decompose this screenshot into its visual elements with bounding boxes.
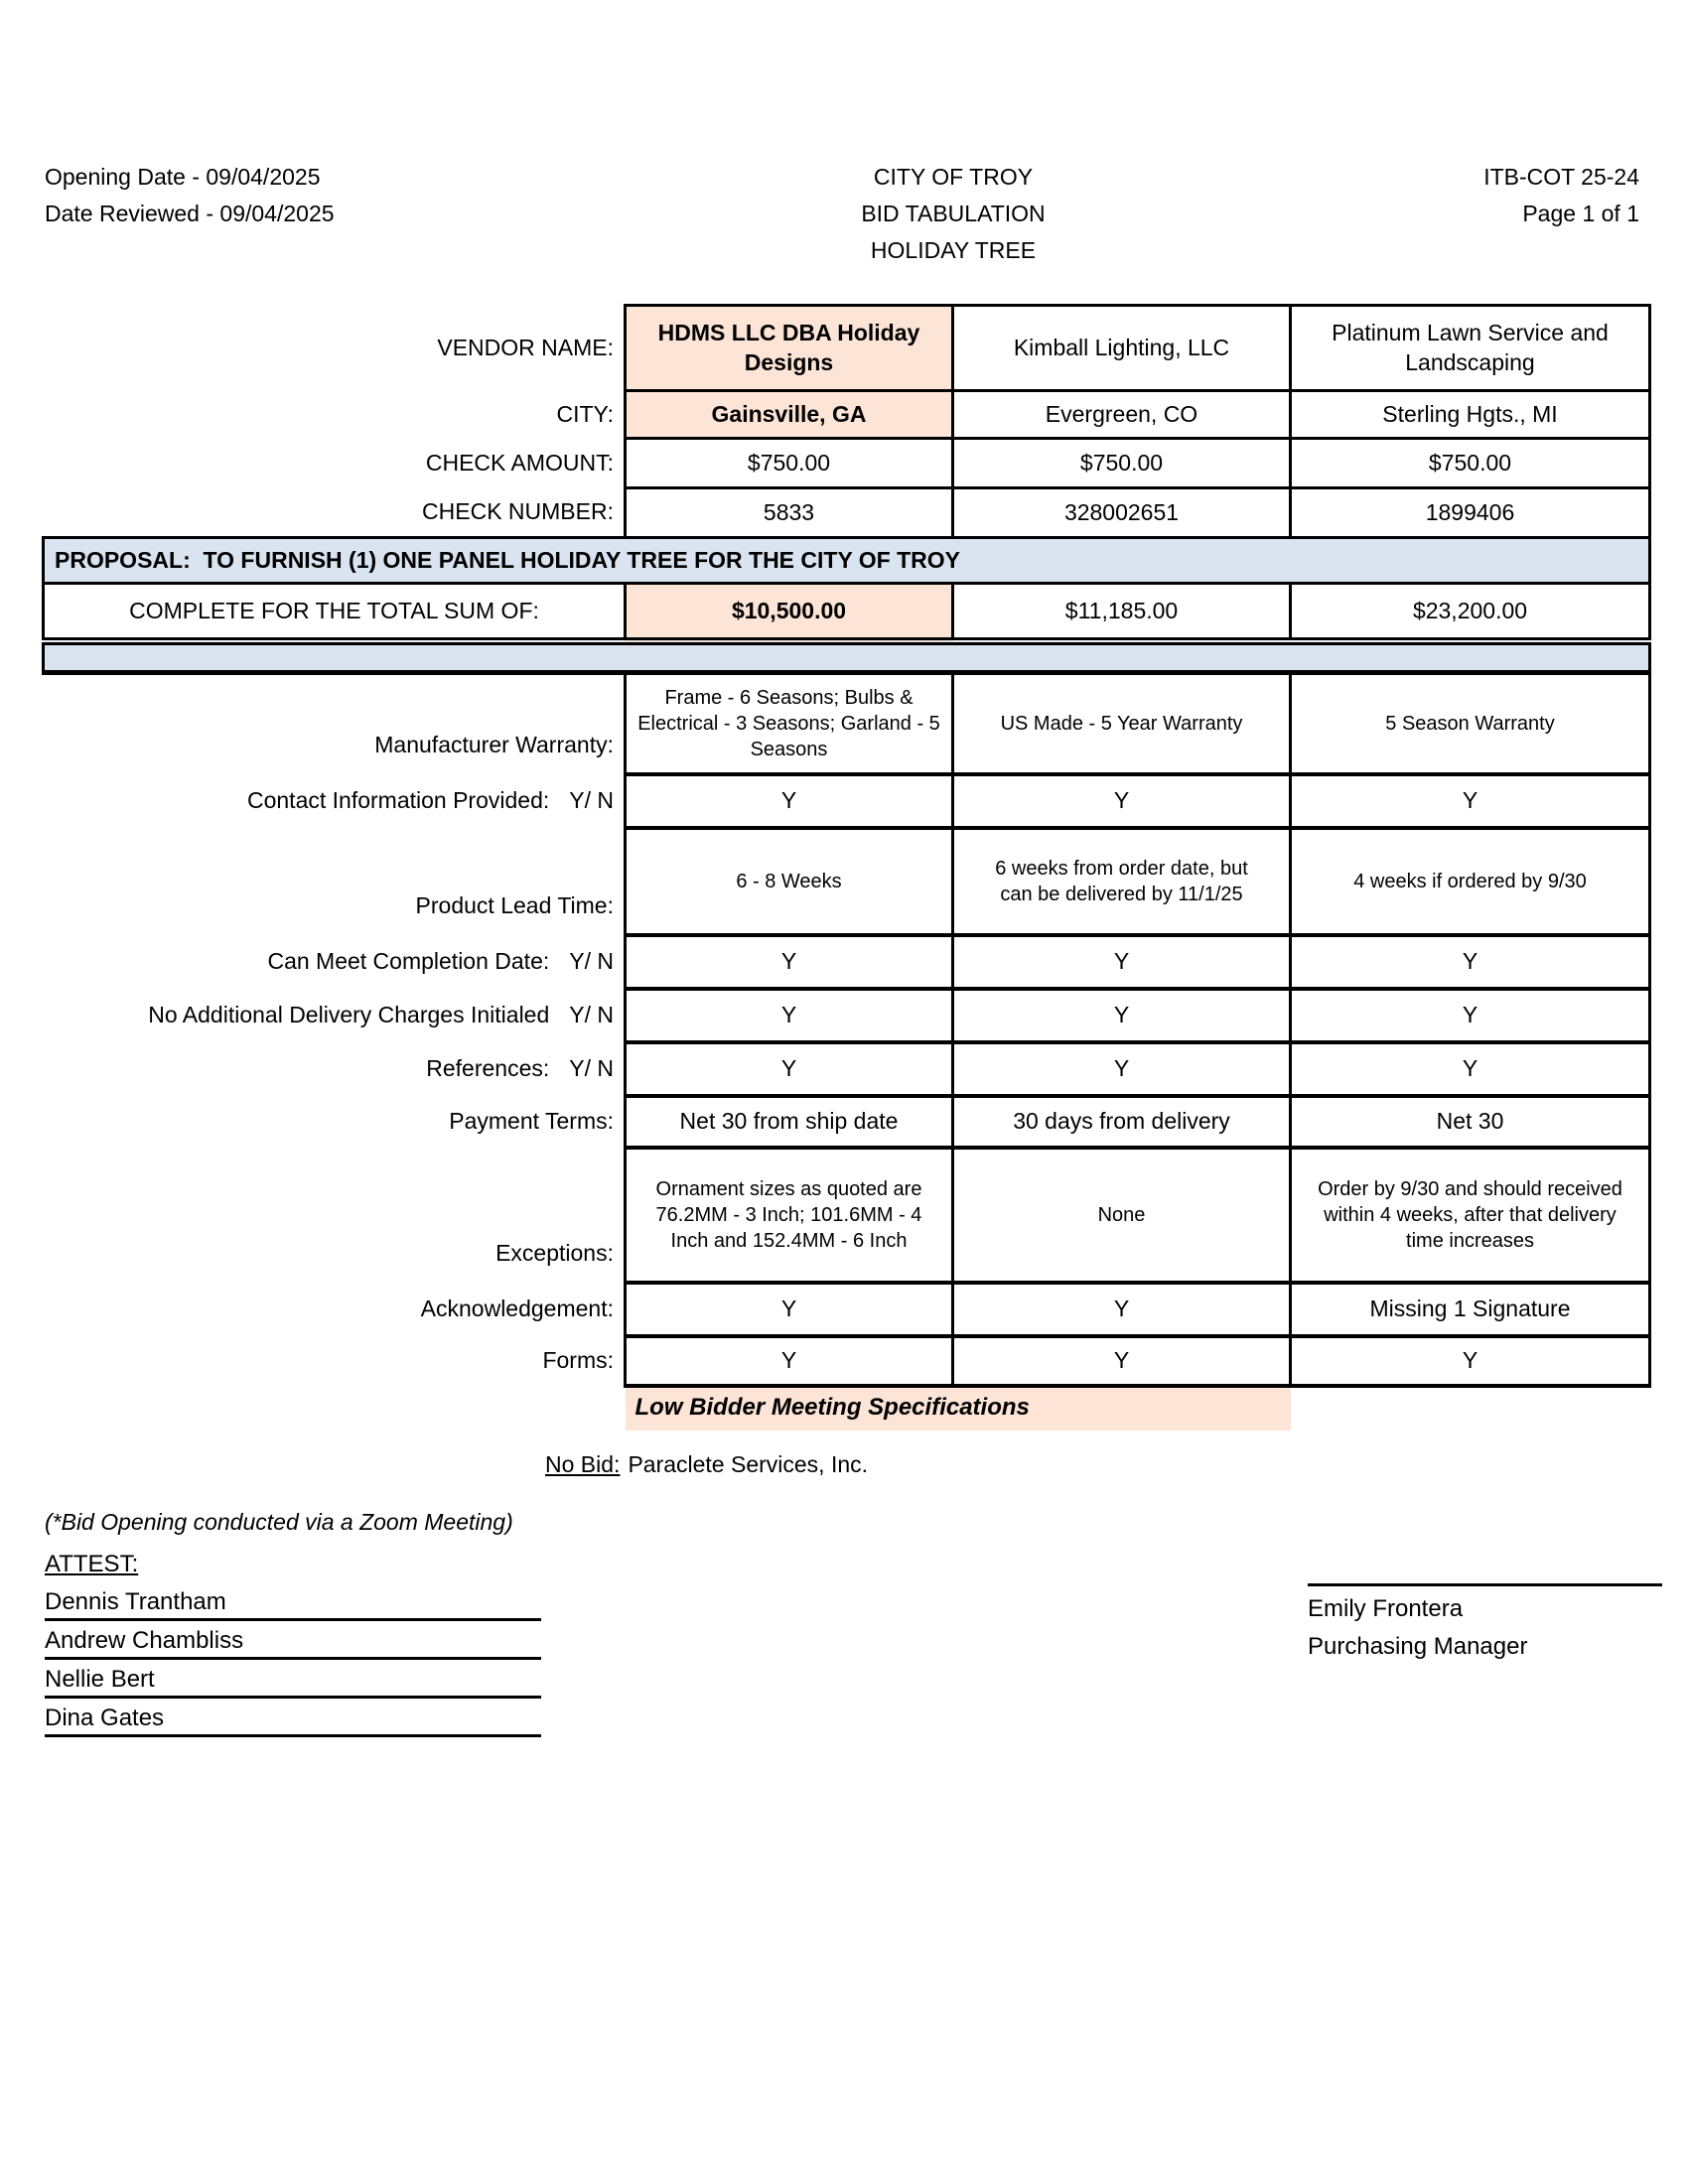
delivery-charges-col2: Y [953, 989, 1291, 1042]
date-reviewed: Date Reviewed - 09/04/2025 [45, 201, 335, 226]
header-reference [1483, 159, 1639, 232]
itb-number: ITB-COT 25-24 [1483, 164, 1639, 190]
page-number: Page 1 of 1 [1522, 201, 1639, 226]
table-row-low-bidder-note [44, 1386, 1650, 1432]
exceptions-col1: Ornament sizes as quoted are 76.2MM - 3 Inch; 101.6MM - 4 Inch and 152.4MM - 6 Inch [626, 1148, 953, 1283]
row-label-acknowledgement: Acknowledgement: [420, 1295, 614, 1321]
forms-col3: Y [1291, 1336, 1650, 1386]
row-label-total-sum: COMPLETE FOR THE TOTAL SUM OF: [44, 584, 626, 641]
no-bid-line [545, 1451, 868, 1478]
proposal-banner: PROPOSAL: TO FURNISH (1) ONE PANEL HOLIDAY TREE FOR THE CITY OF TROY [44, 538, 1650, 584]
check-amount-col1: $750.00 [626, 439, 953, 488]
row-label-references: References: [426, 1054, 550, 1081]
references-col2: Y [953, 1042, 1291, 1096]
signatory-name: Emily Frontera [1308, 1595, 1464, 1622]
no-bid-label: No Bid: [545, 1451, 621, 1477]
acknowledgement-col2: Y [953, 1283, 1291, 1336]
project-name: HOLIDAY TREE [870, 237, 1037, 263]
lead-time-col1: 6 - 8 Weeks [626, 828, 953, 935]
exceptions-col2: None [953, 1148, 1291, 1283]
payment-terms-col2: 30 days from delivery [953, 1096, 1291, 1148]
table-row-acknowledgement [44, 1283, 1650, 1336]
row-label-delivery-charges: No Additional Delivery Charges Initialed [148, 1001, 550, 1027]
warranty-col2: US Made - 5 Year Warranty [953, 673, 1291, 774]
row-label-check-amount: CHECK AMOUNT: [425, 449, 614, 476]
table-row-vendor-name [44, 306, 1650, 391]
check-number-col3: 1899406 [1291, 488, 1650, 538]
warranty-col3: 5 Season Warranty [1291, 673, 1650, 774]
row-label-vendor-name: VENDOR NAME: [437, 334, 614, 360]
warranty-col1: Frame - 6 Seasons; Bulbs & Electrical - 3 Seasons; Garland - 5 Seasons [626, 673, 953, 774]
city-col3: Sterling Hgts., MI [1291, 391, 1650, 439]
total-sum-col2: $11,185.00 [953, 584, 1291, 641]
contact-info-col3: Y [1291, 774, 1650, 828]
table-row-city [44, 391, 1650, 439]
vendor-name-col3: Platinum Lawn Service and Landscaping [1291, 306, 1650, 391]
completion-date-col1: Y [626, 935, 953, 989]
attest-signatures [45, 1585, 541, 1740]
header-dates [45, 159, 335, 232]
delivery-charges-col1: Y [626, 989, 953, 1042]
table-row-check-amount [44, 439, 1650, 488]
table-row-proposal [44, 538, 1650, 584]
zoom-meeting-note: (*Bid Opening conducted via a Zoom Meeting) [45, 1509, 513, 1535]
attest-name-3: Nellie Bert [45, 1663, 541, 1699]
table-row-exceptions [44, 1148, 1650, 1283]
table-row-completion-date [44, 935, 1650, 989]
payment-terms-col1: Net 30 from ship date [626, 1096, 953, 1148]
table-row-manufacturer-warranty [44, 673, 1650, 774]
check-number-col2: 328002651 [953, 488, 1291, 538]
vendor-name-col1: HDMS LLC DBA Holiday Designs [626, 306, 953, 391]
city-col2: Evergreen, CO [953, 391, 1291, 439]
signatory-title: Purchasing Manager [1308, 1633, 1528, 1660]
separator-band [44, 641, 1650, 673]
no-bid-vendor: Paraclete Services, Inc. [628, 1451, 869, 1477]
table-row-contact-information [44, 774, 1650, 828]
contact-info-col1: Y [626, 774, 953, 828]
contact-info-col2: Y [953, 774, 1291, 828]
header-title [606, 159, 1301, 269]
separator-band-fill [44, 641, 1650, 673]
check-number-col1: 5833 [626, 488, 953, 538]
references-col1: Y [626, 1042, 953, 1096]
table-row-check-number [44, 488, 1650, 538]
check-amount-col3: $750.00 [1291, 439, 1650, 488]
row-label-product-lead-time: Product Lead Time: [415, 892, 614, 919]
yn-suffix: Y/ N [569, 1054, 614, 1081]
exceptions-col3: Order by 9/30 and should received within 4 weeks, after that delivery time increases [1291, 1148, 1650, 1283]
row-label-completion-date: Can Meet Completion Date: [267, 947, 550, 974]
row-label-city: CITY: [556, 400, 614, 427]
bid-table [42, 304, 1651, 1431]
table-row-payment-terms [44, 1096, 1650, 1148]
attest-name-2: Andrew Chambliss [45, 1624, 541, 1660]
attest-name-4: Dina Gates [45, 1702, 541, 1737]
payment-terms-col3: Net 30 [1291, 1096, 1650, 1148]
signature-line [1308, 1583, 1662, 1586]
org-name: CITY OF TROY [873, 164, 1034, 190]
vendor-name-col2: Kimball Lighting, LLC [953, 306, 1291, 391]
completion-date-col3: Y [1291, 935, 1650, 989]
row-label-check-number: CHECK NUMBER: [422, 498, 614, 525]
completion-date-col2: Y [953, 935, 1291, 989]
lead-time-col3: 4 weeks if ordered by 9/30 [1291, 828, 1650, 935]
table-row-total-sum [44, 584, 1650, 641]
delivery-charges-col3: Y [1291, 989, 1650, 1042]
table-row-product-lead-time [44, 828, 1650, 935]
table-row-forms [44, 1336, 1650, 1386]
attest-label: ATTEST: [45, 1551, 139, 1577]
total-sum-col3: $23,200.00 [1291, 584, 1650, 641]
forms-col1: Y [626, 1336, 953, 1386]
references-col3: Y [1291, 1042, 1650, 1096]
purchasing-manager-signature-block [1308, 1583, 1662, 1666]
forms-col2: Y [953, 1336, 1291, 1386]
check-amount-col2: $750.00 [953, 439, 1291, 488]
table-row-references [44, 1042, 1650, 1096]
row-label-payment-terms: Payment Terms: [449, 1107, 614, 1134]
row-label-manufacturer-warranty: Manufacturer Warranty: [374, 732, 614, 758]
acknowledgement-col3: Missing 1 Signature [1291, 1283, 1650, 1336]
attest-name-1: Dennis Trantham [45, 1585, 541, 1621]
yn-suffix: Y/ N [569, 786, 614, 813]
row-label-exceptions: Exceptions: [495, 1240, 614, 1267]
row-label-contact-information: Contact Information Provided: [246, 786, 550, 813]
lead-time-col2: 6 weeks from order date, but can be delivered by 11/1/25 [953, 828, 1291, 935]
opening-date: Opening Date - 09/04/2025 [45, 164, 321, 190]
yn-suffix: Y/ N [569, 947, 614, 974]
total-sum-col1: $10,500.00 [626, 584, 953, 641]
table-row-delivery-charges [44, 989, 1650, 1042]
row-label-forms: Forms: [542, 1346, 614, 1373]
city-col1: Gainsville, GA [626, 391, 953, 439]
low-bidder-note: Low Bidder Meeting Specifications [626, 1386, 1291, 1432]
yn-suffix: Y/ N [569, 1001, 614, 1027]
acknowledgement-col1: Y [626, 1283, 953, 1336]
document-type: BID TABULATION [861, 201, 1046, 226]
